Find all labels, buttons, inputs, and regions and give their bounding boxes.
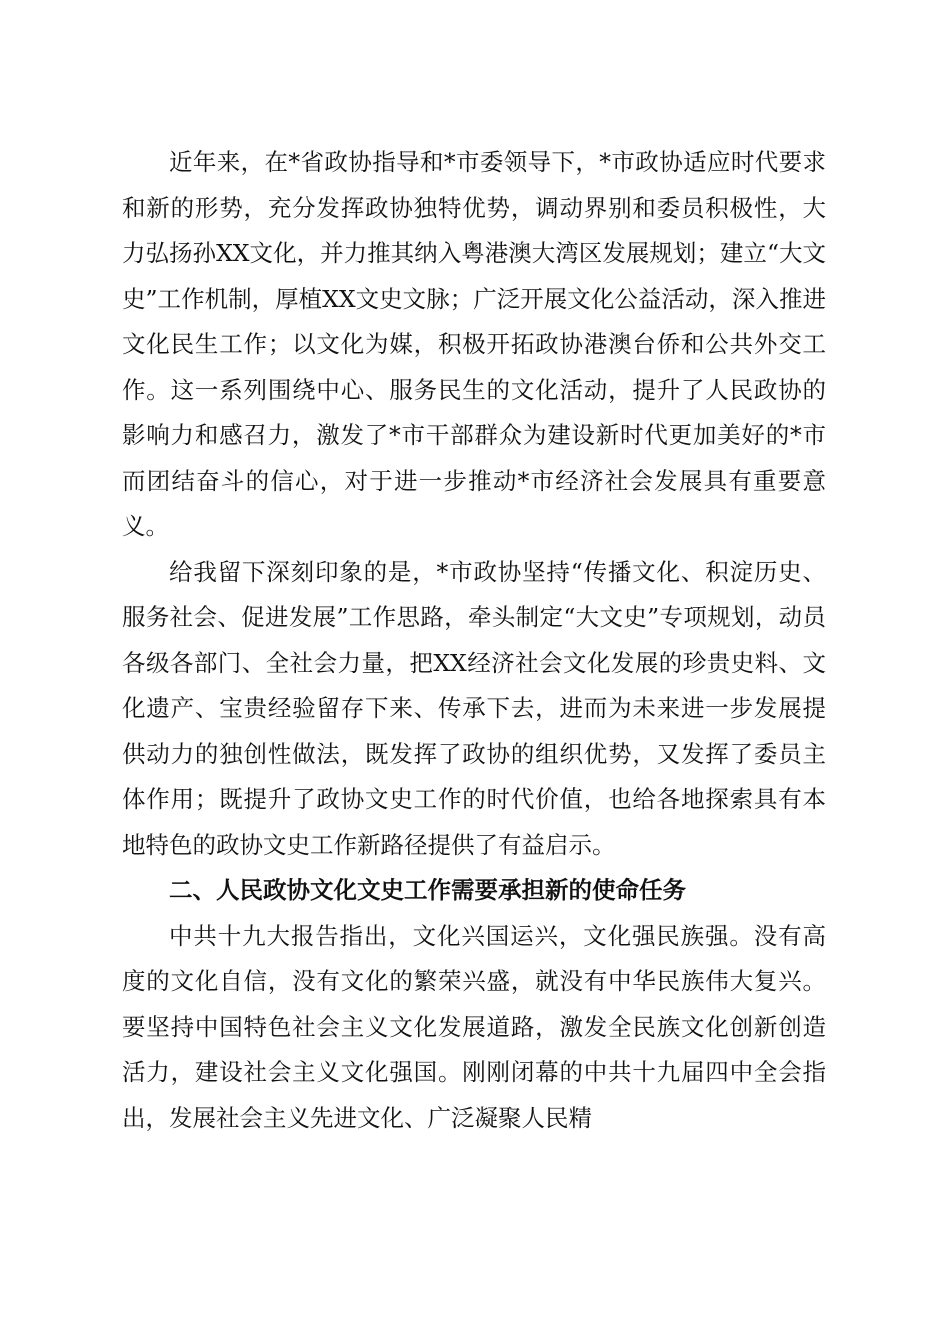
body-paragraph-3: 中共十九大报告指出，文化兴国运兴，文化强民族强。没有高度的文化自信，没有文化的繁荣兴盛，就没有中华民族伟大复兴。要坚持中国特色社会主义文化发展道路，激发全民族文化创新创造活力，建设社会主义文化强国。刚刚闭幕的中共十九届四中全会指出，发展社会主义先进文化、广泛凝聚人民精 bbox=[122, 921, 826, 1132]
document-body bbox=[122, 140, 826, 1141]
body-paragraph-2: 给我留下深刻印象的是，*市政协坚持“传播文化、积淀历史、服务社会、促进发展”工作思路，牵头制定“大文史”专项规划，动员各级各部门、全社会力量，把XX经济社会文化发展的珍贵史料、文化遗产、宝贵经验留存下来、传承下去，进而为未来进一步发展提供动力的独创性做法，既发挥了政协的组织优势，又发挥了委员主体作用；既提升了政协文史工作的时代价值，也给各地探索具有本地特色的政协文史工作新路径提供了有益启示。 bbox=[122, 557, 826, 859]
section-heading: 二、人民政协文化文史工作需要承担新的使命任务 bbox=[169, 876, 686, 904]
body-paragraph-1: 近年来，在*省政协指导和*市委领导下，*市政协适应时代要求和新的形势，充分发挥政协独特优势，调动界别和委员积极性，大力弘扬孙XX文化，并力推其纳入粤港澳大湾区发展规划；建立“大文史”工作机制，厚植XX文史文脉；广泛开展文化公益活动，深入推进文化民生工作；以文化为媒，积极开拓政协港澳台侨和公共外交工作。这一系列围绕中心、服务民生的文化活动，提升了人民政协的影响力和感召力，激发了*市干部群众为建设新时代更加美好的*市而团结奋斗的信心，对于进一步推动*市经济社会发展具有重要意义。 bbox=[122, 148, 826, 540]
